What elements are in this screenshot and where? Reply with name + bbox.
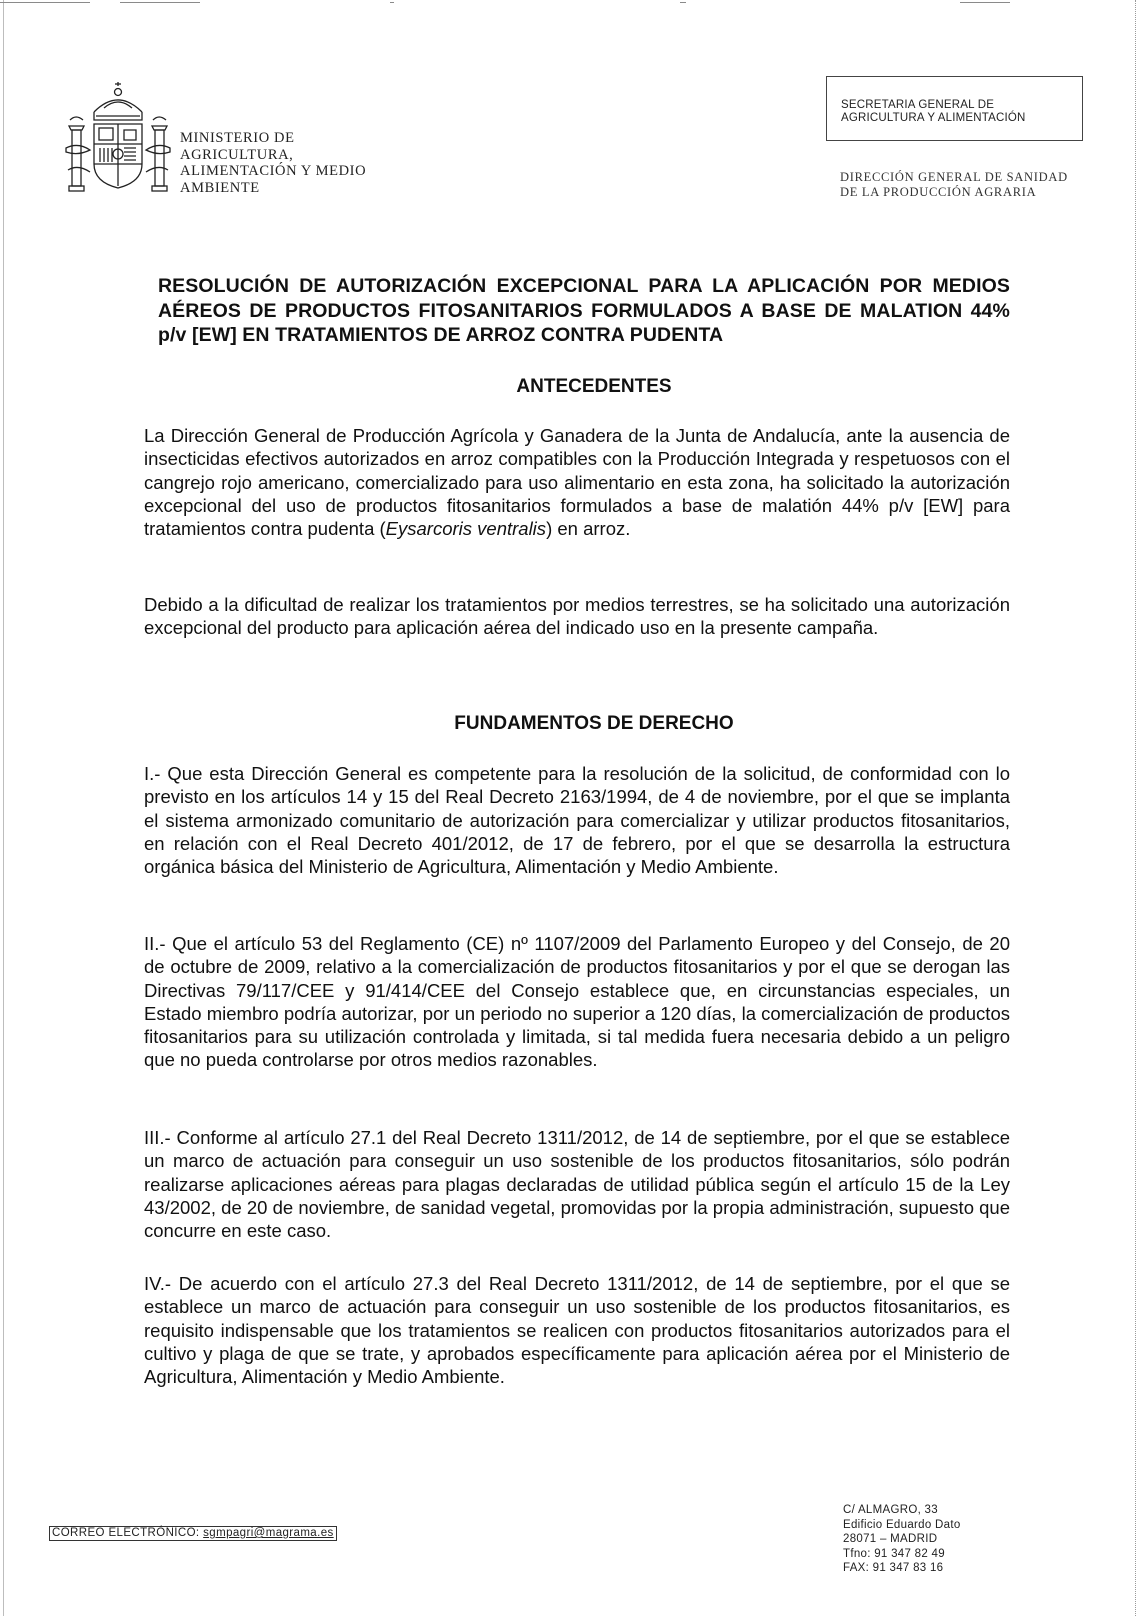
secretaria-line: AGRICULTURA Y ALIMENTACIÓN (841, 112, 1026, 124)
paragraph-text: ) en arroz. (546, 518, 631, 540)
ministry-name (180, 130, 400, 196)
address-line: FAX: 91 347 83 16 (843, 1562, 944, 1575)
secretaria-line: SECRETARIA GENERAL DE (841, 99, 995, 111)
heading-antecedentes: ANTECEDENTES (516, 376, 672, 397)
email-link[interactable]: sgmpagri@magrama.es (203, 1527, 334, 1539)
direccion-general (840, 170, 1110, 200)
scan-edge-left (3, 0, 4, 1616)
address-line: Edificio Eduardo Dato (843, 1518, 961, 1531)
footer-email (49, 1526, 337, 1541)
ministry-line: AGRICULTURA, (180, 146, 294, 163)
paragraph-text: La Dirección General de Producción Agrícola y Ganadera de la Junta de Andalucía, ante la ausencia de insecticidas efectivos autorizados en arroz compatibles con la Producción Integrada y respetuosos con el cangrejo rojo americano, comercializado para uso alimentario en esta zona, ha solicitado la autorización excepcional del uso de productos fitosanitarios formulados a base de malatión 44% p/v [EW] para tratamientos contra pudenta ( (144, 425, 1010, 540)
document-title: RESOLUCIÓN DE AUTORIZACIÓN EXCEPCIONAL PARA LA APLICACIÓN POR MEDIOS AÉREOS DE PRODUCTOS FITOSANITARIOS FORMULADOS A BASE DE MALATION 44% p/v [EW] EN TRATAMIENTOS DE ARROZ CONTRA PUDENTA (158, 275, 1010, 346)
scan-top-artifacts (0, 0, 1148, 6)
direccion-line: DE LA PRODUCCIÓN AGRARIA (840, 185, 1037, 199)
ministry-line: ALIMENTACIÓN Y MEDIO (180, 163, 367, 179)
ministry-line: AMBIENTE (180, 179, 260, 196)
scan-edge-right (1135, 0, 1136, 1616)
paragraph-fundamento-4: IV.- De acuerdo con el artículo 27.3 del Real Decreto 1311/2012, de 14 de septiembre, por el que se establece un marco de actuación para conseguir un uso sostenible de los productos fitosanitarios, es requisito indispensable que los tratamientos se realicen con productos fitosanitarios autorizados para el cultivo y plaga de que se trate, y aprobados específicamente para aplicación aérea por el Ministerio de Agricultura, Alimentación y Medio Ambiente. (144, 1273, 1010, 1388)
address-line: C/ ALMAGRO, 33 (843, 1504, 938, 1516)
paragraph-antecedentes-1 (144, 424, 1010, 540)
paragraph-fundamento-1: I.- Que esta Dirección General es competente para la resolución de la solicitud, de conformidad con lo previsto en los artículos 14 y 15 del Real Decreto 2163/1994, de 4 de noviembre, por el que se implanta el sistema armonizado comunitario de autorización para comercializar y utilizar productos fitosanitarios, en relación con el Real Decreto 401/2012, de 17 de febrero, por el que se desarrolla la estructura orgánica básica del Ministerio de Agricultura, Alimentación y Medio Ambiente. (144, 763, 1010, 878)
heading-fundamentos: FUNDAMENTOS DE DERECHO (454, 713, 734, 734)
address-line: Tfno: 91 347 82 49 (843, 1547, 945, 1560)
email-label: CORREO ELECTRÓNICO: (52, 1527, 200, 1539)
footer-address (843, 1503, 1063, 1576)
secretaria-box (826, 76, 1083, 141)
coat-of-arms-icon (64, 78, 172, 202)
direccion-line: DIRECCIÓN GENERAL DE SANIDAD (840, 170, 1068, 184)
ministry-line: MINISTERIO DE (180, 130, 295, 146)
paragraph-fundamento-2: II.- Que el artículo 53 del Reglamento (CE) nº 1107/2009 del Parlamento Europeo y del Consejo, de 20 de octubre de 2009, relativo a la comercialización de productos fitosanitarios y por el que se derogan las Directivas 79/117/CEE y 91/414/CEE del Consejo establece que, en circunstancias especiales, un Estado miembro podría autorizar, por un periodo no superior a 120 días, la comercialización de productos fitosanitarios para su utilización controlada y limitada, si tal medida fuera necesaria debido a un peligro que no pueda controlarse por otros medios razonables. (144, 933, 1010, 1071)
species-name: Eysarcoris ventralis (385, 518, 547, 540)
paragraph-antecedentes-2: Debido a la dificultad de realizar los tratamientos por medios terrestres, se ha solicitado una autorización excepcional del producto para aplicación aérea del indicado uso en la presente campaña. (144, 594, 1010, 639)
address-line: 28071 – MADRID (843, 1533, 938, 1546)
paragraph-fundamento-3: III.- Conforme al artículo 27.1 del Real Decreto 1311/2012, de 14 de septiembre, por el que se establece un marco de actuación para conseguir un uso sostenible de los productos fitosanitarios, sólo podrán realizarse aplicaciones aéreas para plagas declaradas de utilidad pública según el artículo 15 de la Ley 43/2002, de 20 de noviembre, de sanidad vegetal, promovidas por la propia administración, supuesto que concurre en este caso. (144, 1127, 1010, 1242)
